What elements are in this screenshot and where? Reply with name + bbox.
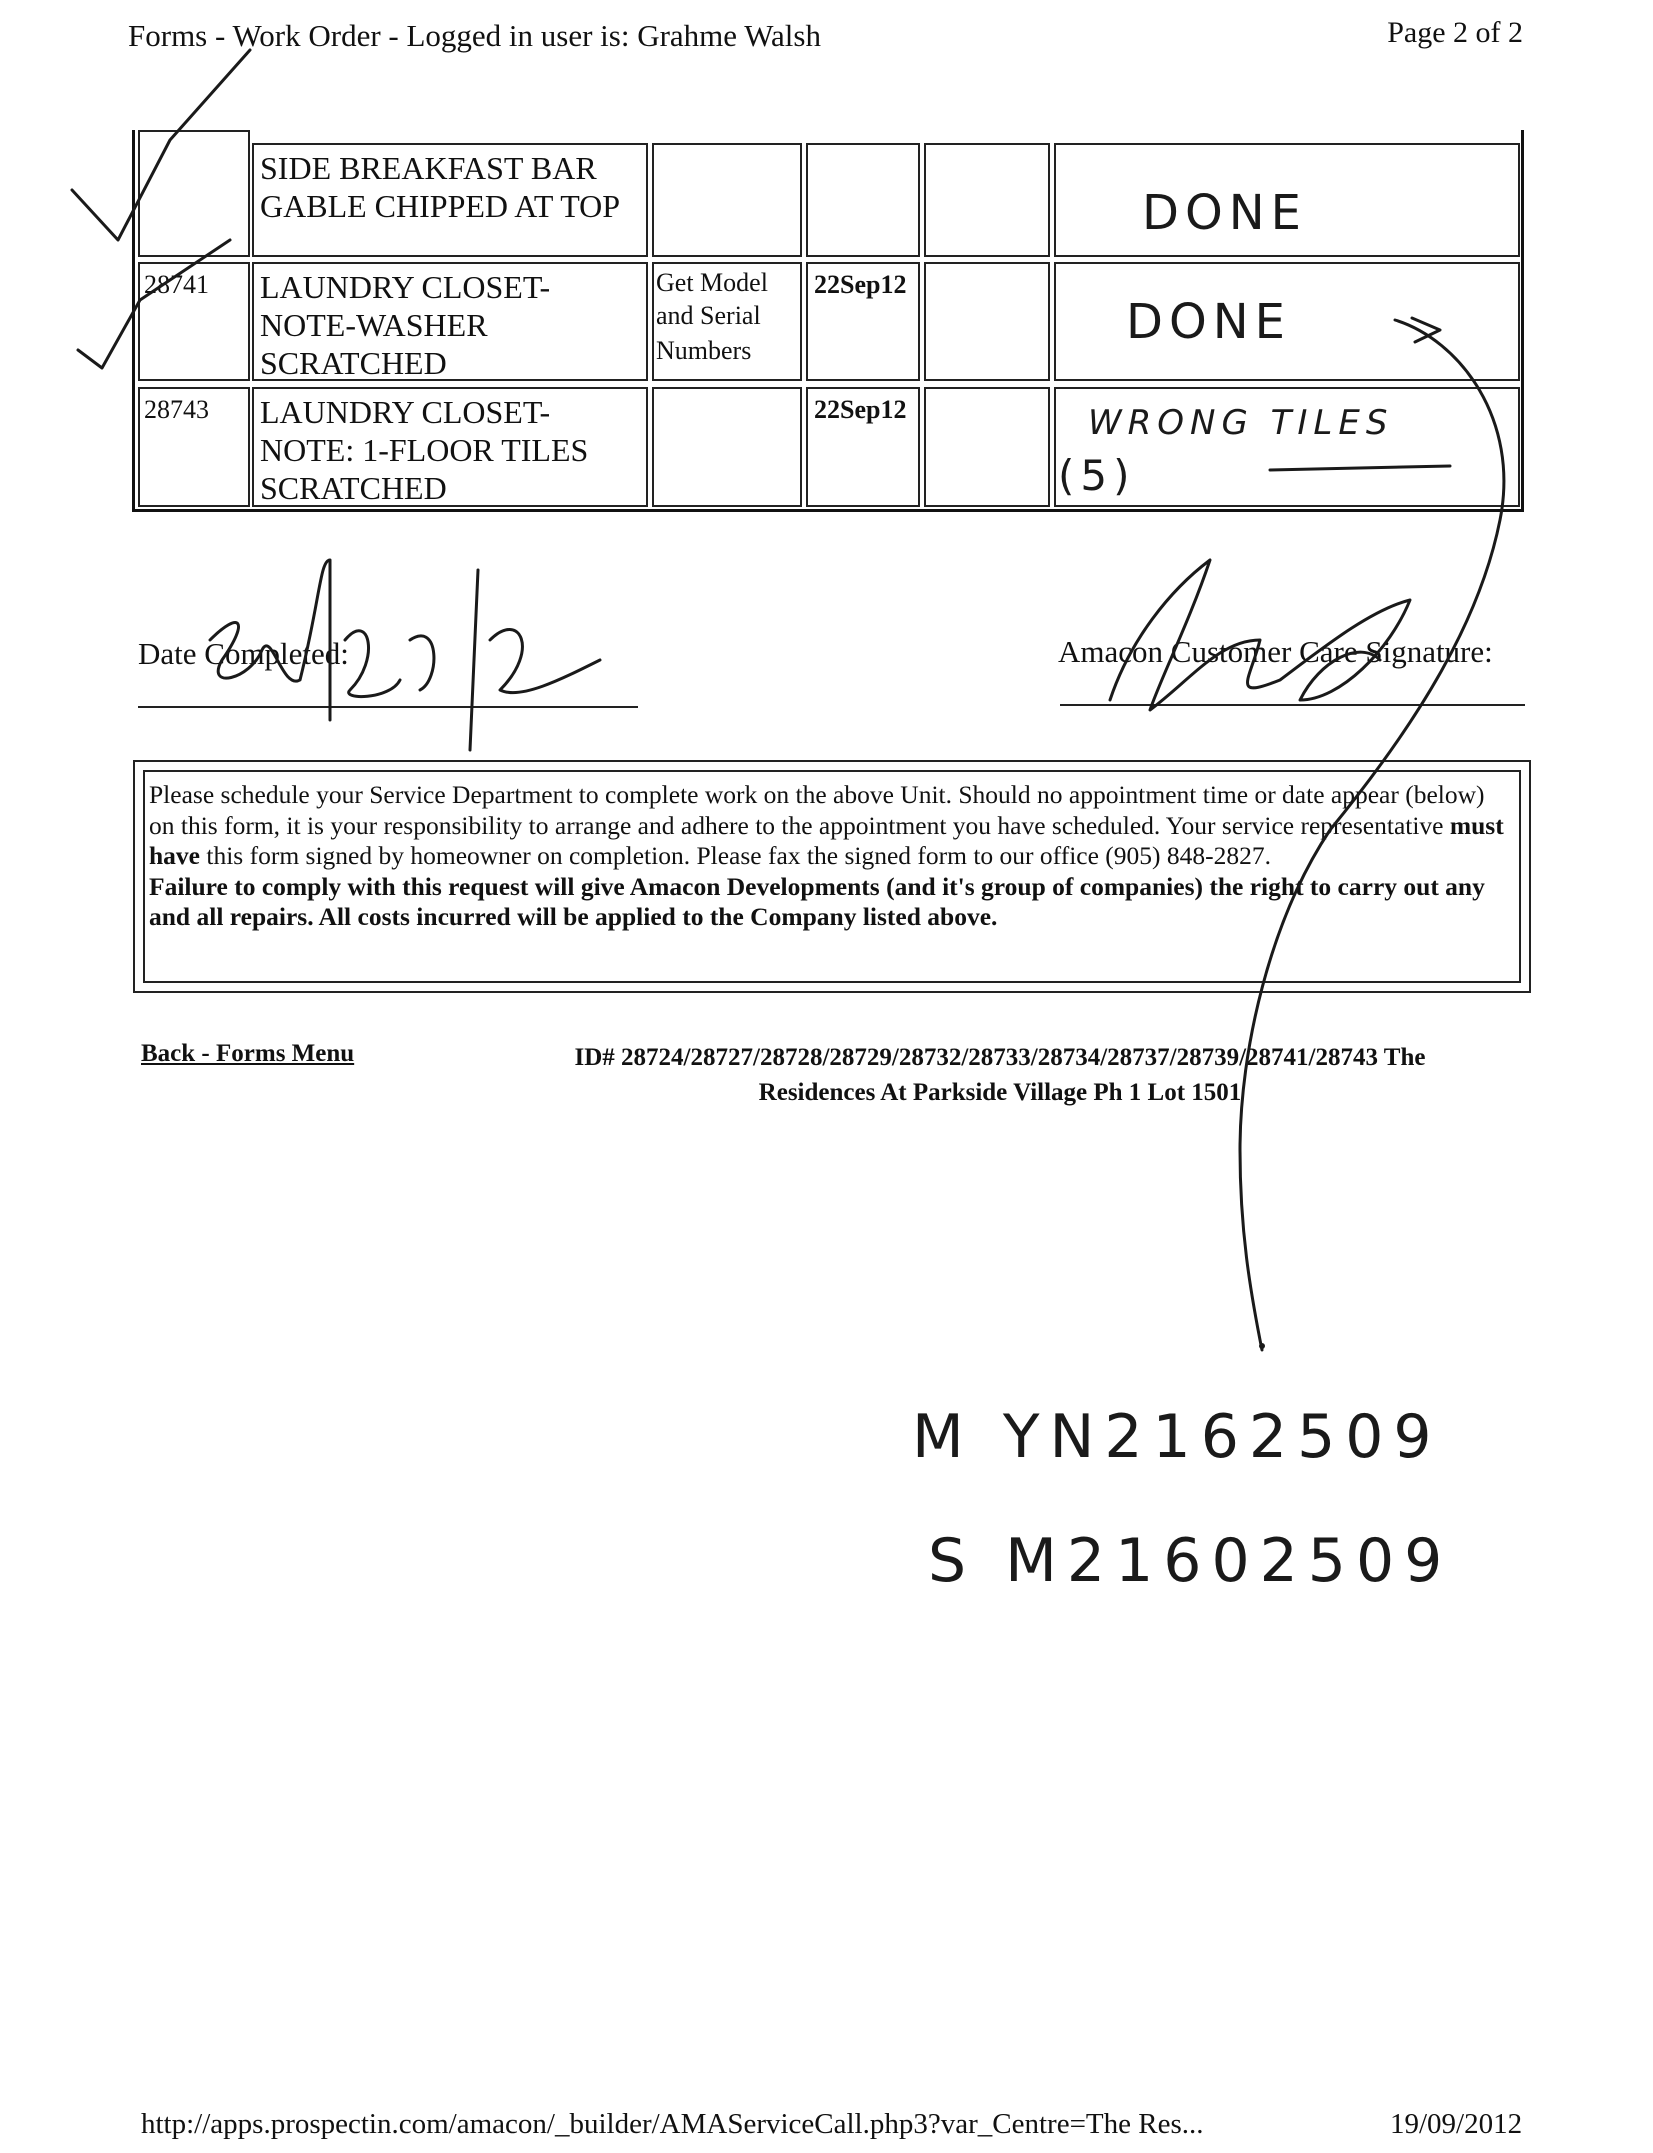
handwritten-status: DONE <box>1142 185 1307 241</box>
page-title: Forms - Work Order - Logged in user is: Grahme Walsh <box>128 18 821 53</box>
description-line: SIDE BREAKFAST BAR <box>260 150 597 186</box>
description-line: GABLE CHIPPED AT TOP <box>260 188 621 224</box>
description-line: LAUNDRY CLOSET- <box>260 269 551 305</box>
notice-emphasis: must have <box>149 810 1504 870</box>
signature-icon <box>1110 560 1410 710</box>
handwritten-status-extra: (5) <box>1058 451 1136 500</box>
handwritten-status: WRONG TILES <box>1088 403 1394 443</box>
description-line: NOTE: 1-FLOOR TILES <box>260 432 589 468</box>
handwritten-status: DONE <box>1126 294 1291 350</box>
arrow-icon <box>1240 320 1504 1350</box>
scheduled-date: 22Sep12 <box>814 270 907 299</box>
description-line: SCRATCHED <box>260 345 447 381</box>
date-completed-label: Date Completed: <box>138 636 349 671</box>
date-handwriting-icon <box>210 560 330 720</box>
notice-paragraph-tail: this form signed by homeowner on completion. Please fax the signed form to our office (905) 848-2827. <box>200 841 1272 870</box>
checkmark-icon <box>72 50 250 240</box>
note-line: Get Model <box>656 268 768 297</box>
notice-paragraph: Please schedule your Service Department to complete work on the above Unit. Should no appointment time or date appear (below) on this form, it is your responsibility to arrange and adhere to the appointment you have scheduled. Your service representative <box>149 780 1485 840</box>
id-line-2: Residences At Parkside Village Ph 1 Lot 1501 <box>758 1079 1242 1106</box>
scheduled-date: 22Sep12 <box>814 395 907 424</box>
footer-printed-date: 19/09/2012 <box>1390 2108 1523 2140</box>
description-line: NOTE-WASHER <box>260 307 488 343</box>
back-forms-menu-link[interactable]: Back - Forms Menu <box>141 1040 355 1067</box>
checkmark-icon <box>78 240 230 368</box>
note-line: Numbers <box>656 336 752 365</box>
signature-label: Amacon Customer Care Signature: <box>1058 634 1493 669</box>
handwritten-serial: S M21602509 <box>928 1526 1453 1596</box>
note-line: and Serial <box>656 301 761 330</box>
id-line-1: ID# 28724/28727/28728/28729/28732/28733/28734/28737/28739/28741/28743 The <box>574 1044 1426 1071</box>
description-line: LAUNDRY CLOSET- <box>260 394 551 430</box>
work-order-id: 28741 <box>144 270 209 299</box>
footer-url: http://apps.prospectin.com/amacon/_builder/AMAServiceCall.php3?var_Centre=The Res... <box>141 2108 1204 2140</box>
description-line: SCRATCHED <box>260 470 447 506</box>
handwritten-model: M YN2162509 <box>912 1402 1442 1472</box>
page-number: Page 2 of 2 <box>1387 16 1523 49</box>
work-order-id: 28743 <box>144 395 209 424</box>
notice-warning: Failure to comply with this request will give Amacon Developments (and it's group of companies) the right to carry out any and all repairs. All costs incurred will be applied to the Company listed above. <box>149 871 1485 931</box>
